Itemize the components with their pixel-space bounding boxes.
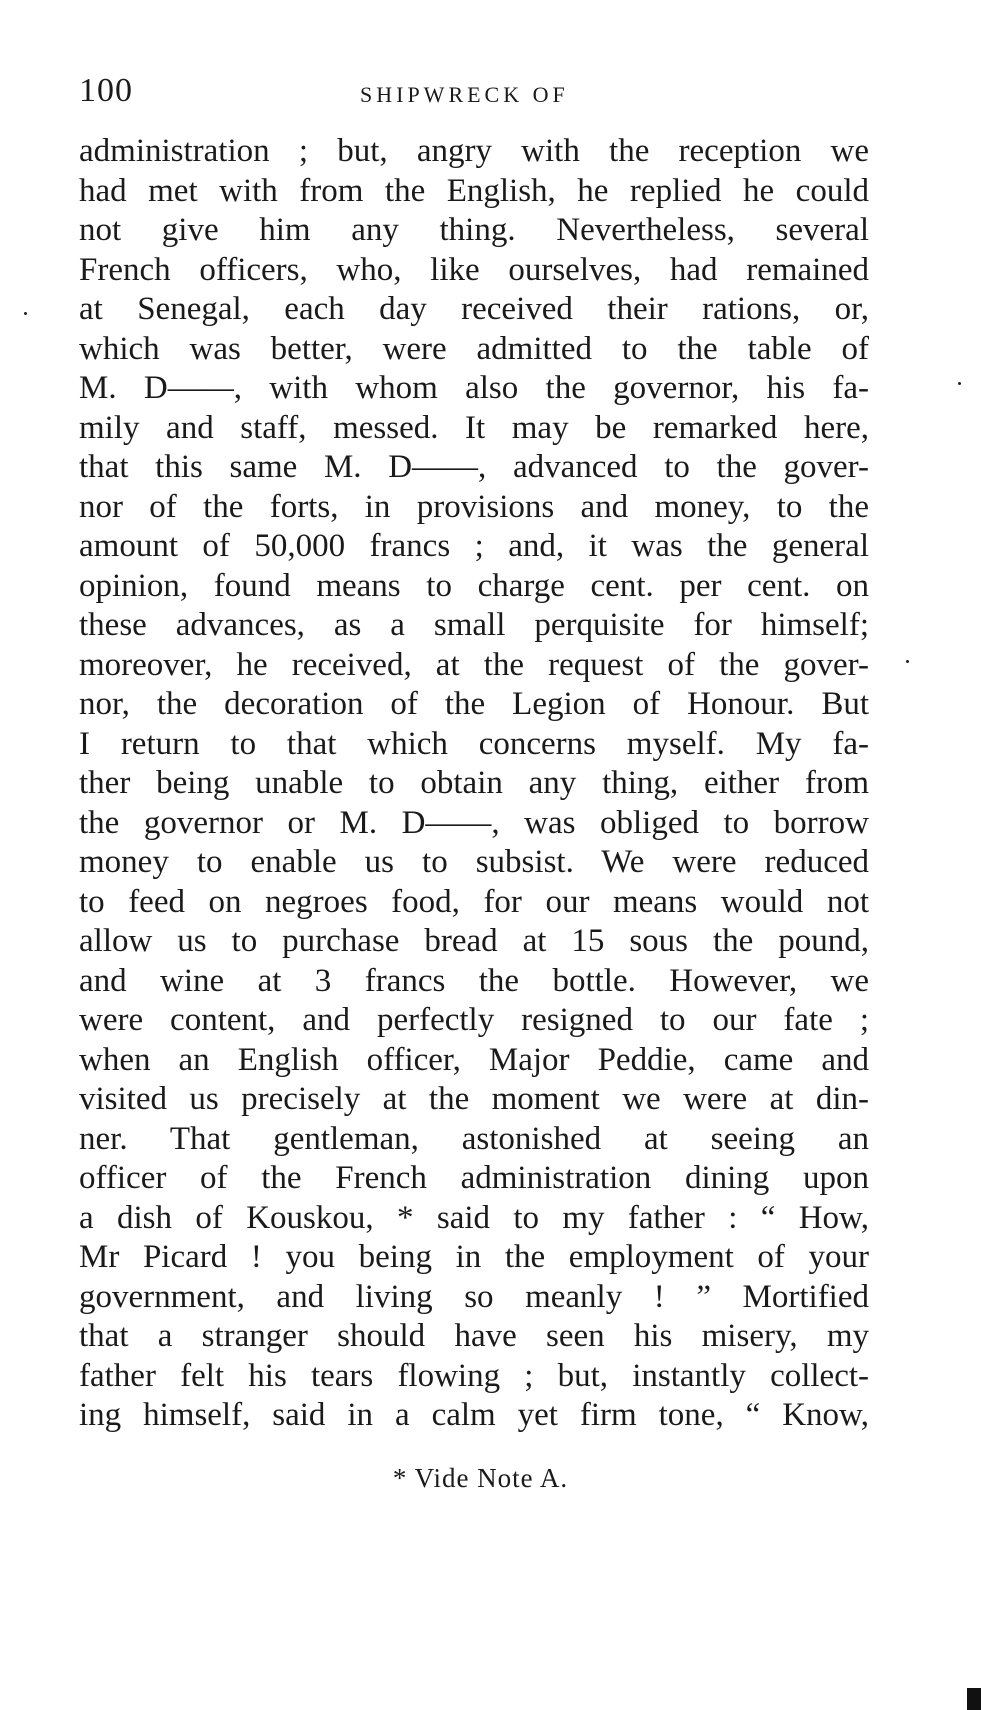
text-line: nor, the decoration of the Legion of Honour. But <box>79 686 869 722</box>
ink-speck <box>958 382 961 385</box>
page-number: 100 <box>79 72 133 109</box>
text-line: a dish of Kouskou, * said to my father : “ How, <box>79 1199 869 1236</box>
text-line: had met with from the English, he replied he could <box>79 172 869 209</box>
text-line: not give him any thing. Nevertheless, several <box>79 212 869 248</box>
text-line: amount of 50,000 francs ; and, it was the general <box>79 528 869 564</box>
text-line: father felt his tears flowing ; but, instantly collect- <box>79 1357 869 1394</box>
text-line: I return to that which concerns myself. My fa- <box>79 725 869 762</box>
text-line: that a stranger should have seen his misery, my <box>79 1318 869 1354</box>
body-text <box>79 132 869 1436</box>
text-line: money to enable us to subsist. We were reduced <box>79 844 869 880</box>
text-line: these advances, as a small perquisite for himself; <box>79 607 869 643</box>
text-line: officer of the French administration dining upon <box>79 1160 869 1196</box>
text-line: were content, and perfectly resigned to our fate ; <box>79 1002 869 1038</box>
text-line: and wine at 3 francs the bottle. However, we <box>79 962 869 999</box>
text-line: that this same M. D——, advanced to the gover- <box>79 449 869 485</box>
text-line: ner. That gentleman, astonished at seeing an <box>79 1120 869 1157</box>
scan-edge-mark <box>967 1688 981 1710</box>
text-line: which was better, were admitted to the table of <box>79 330 869 367</box>
text-line: M. D——, with whom also the governor, his fa- <box>79 370 869 406</box>
running-head: SHIPWRECK OF <box>360 82 569 107</box>
text-line: administration ; but, angry with the reception we <box>79 133 869 169</box>
text-line: ing himself, said in a calm yet firm tone, “ Know, <box>79 1397 869 1433</box>
text-line: visited us precisely at the moment we were at din- <box>79 1081 869 1117</box>
text-line: allow us to purchase bread at 15 sous the pound, <box>79 923 869 959</box>
text-line: when an English officer, Major Peddie, came and <box>79 1041 869 1078</box>
ink-speck <box>906 660 909 663</box>
text-line: to feed on negroes food, for our means would not <box>79 883 869 920</box>
text-line: moreover, he received, at the request of the gover- <box>79 646 869 683</box>
text-line: nor of the forts, in provisions and money, to the <box>79 488 869 525</box>
text-line: French officers, who, like ourselves, had remained <box>79 251 869 288</box>
footnote: * Vide Note A. <box>392 1463 569 1493</box>
text-line: mily and staff, messed. It may be remarked here, <box>79 409 869 446</box>
text-line: Mr Picard ! you being in the employment of your <box>79 1239 869 1275</box>
text-line: at Senegal, each day received their rations, or, <box>79 291 869 327</box>
ink-speck <box>24 312 27 315</box>
text-line: opinion, found means to charge cent. per cent. on <box>79 567 869 604</box>
text-line: government, and living so meanly ! ” Mortified <box>79 1278 869 1315</box>
text-line: ther being unable to obtain any thing, either from <box>79 765 869 801</box>
text-line: the governor or M. D——, was obliged to borrow <box>79 804 869 841</box>
